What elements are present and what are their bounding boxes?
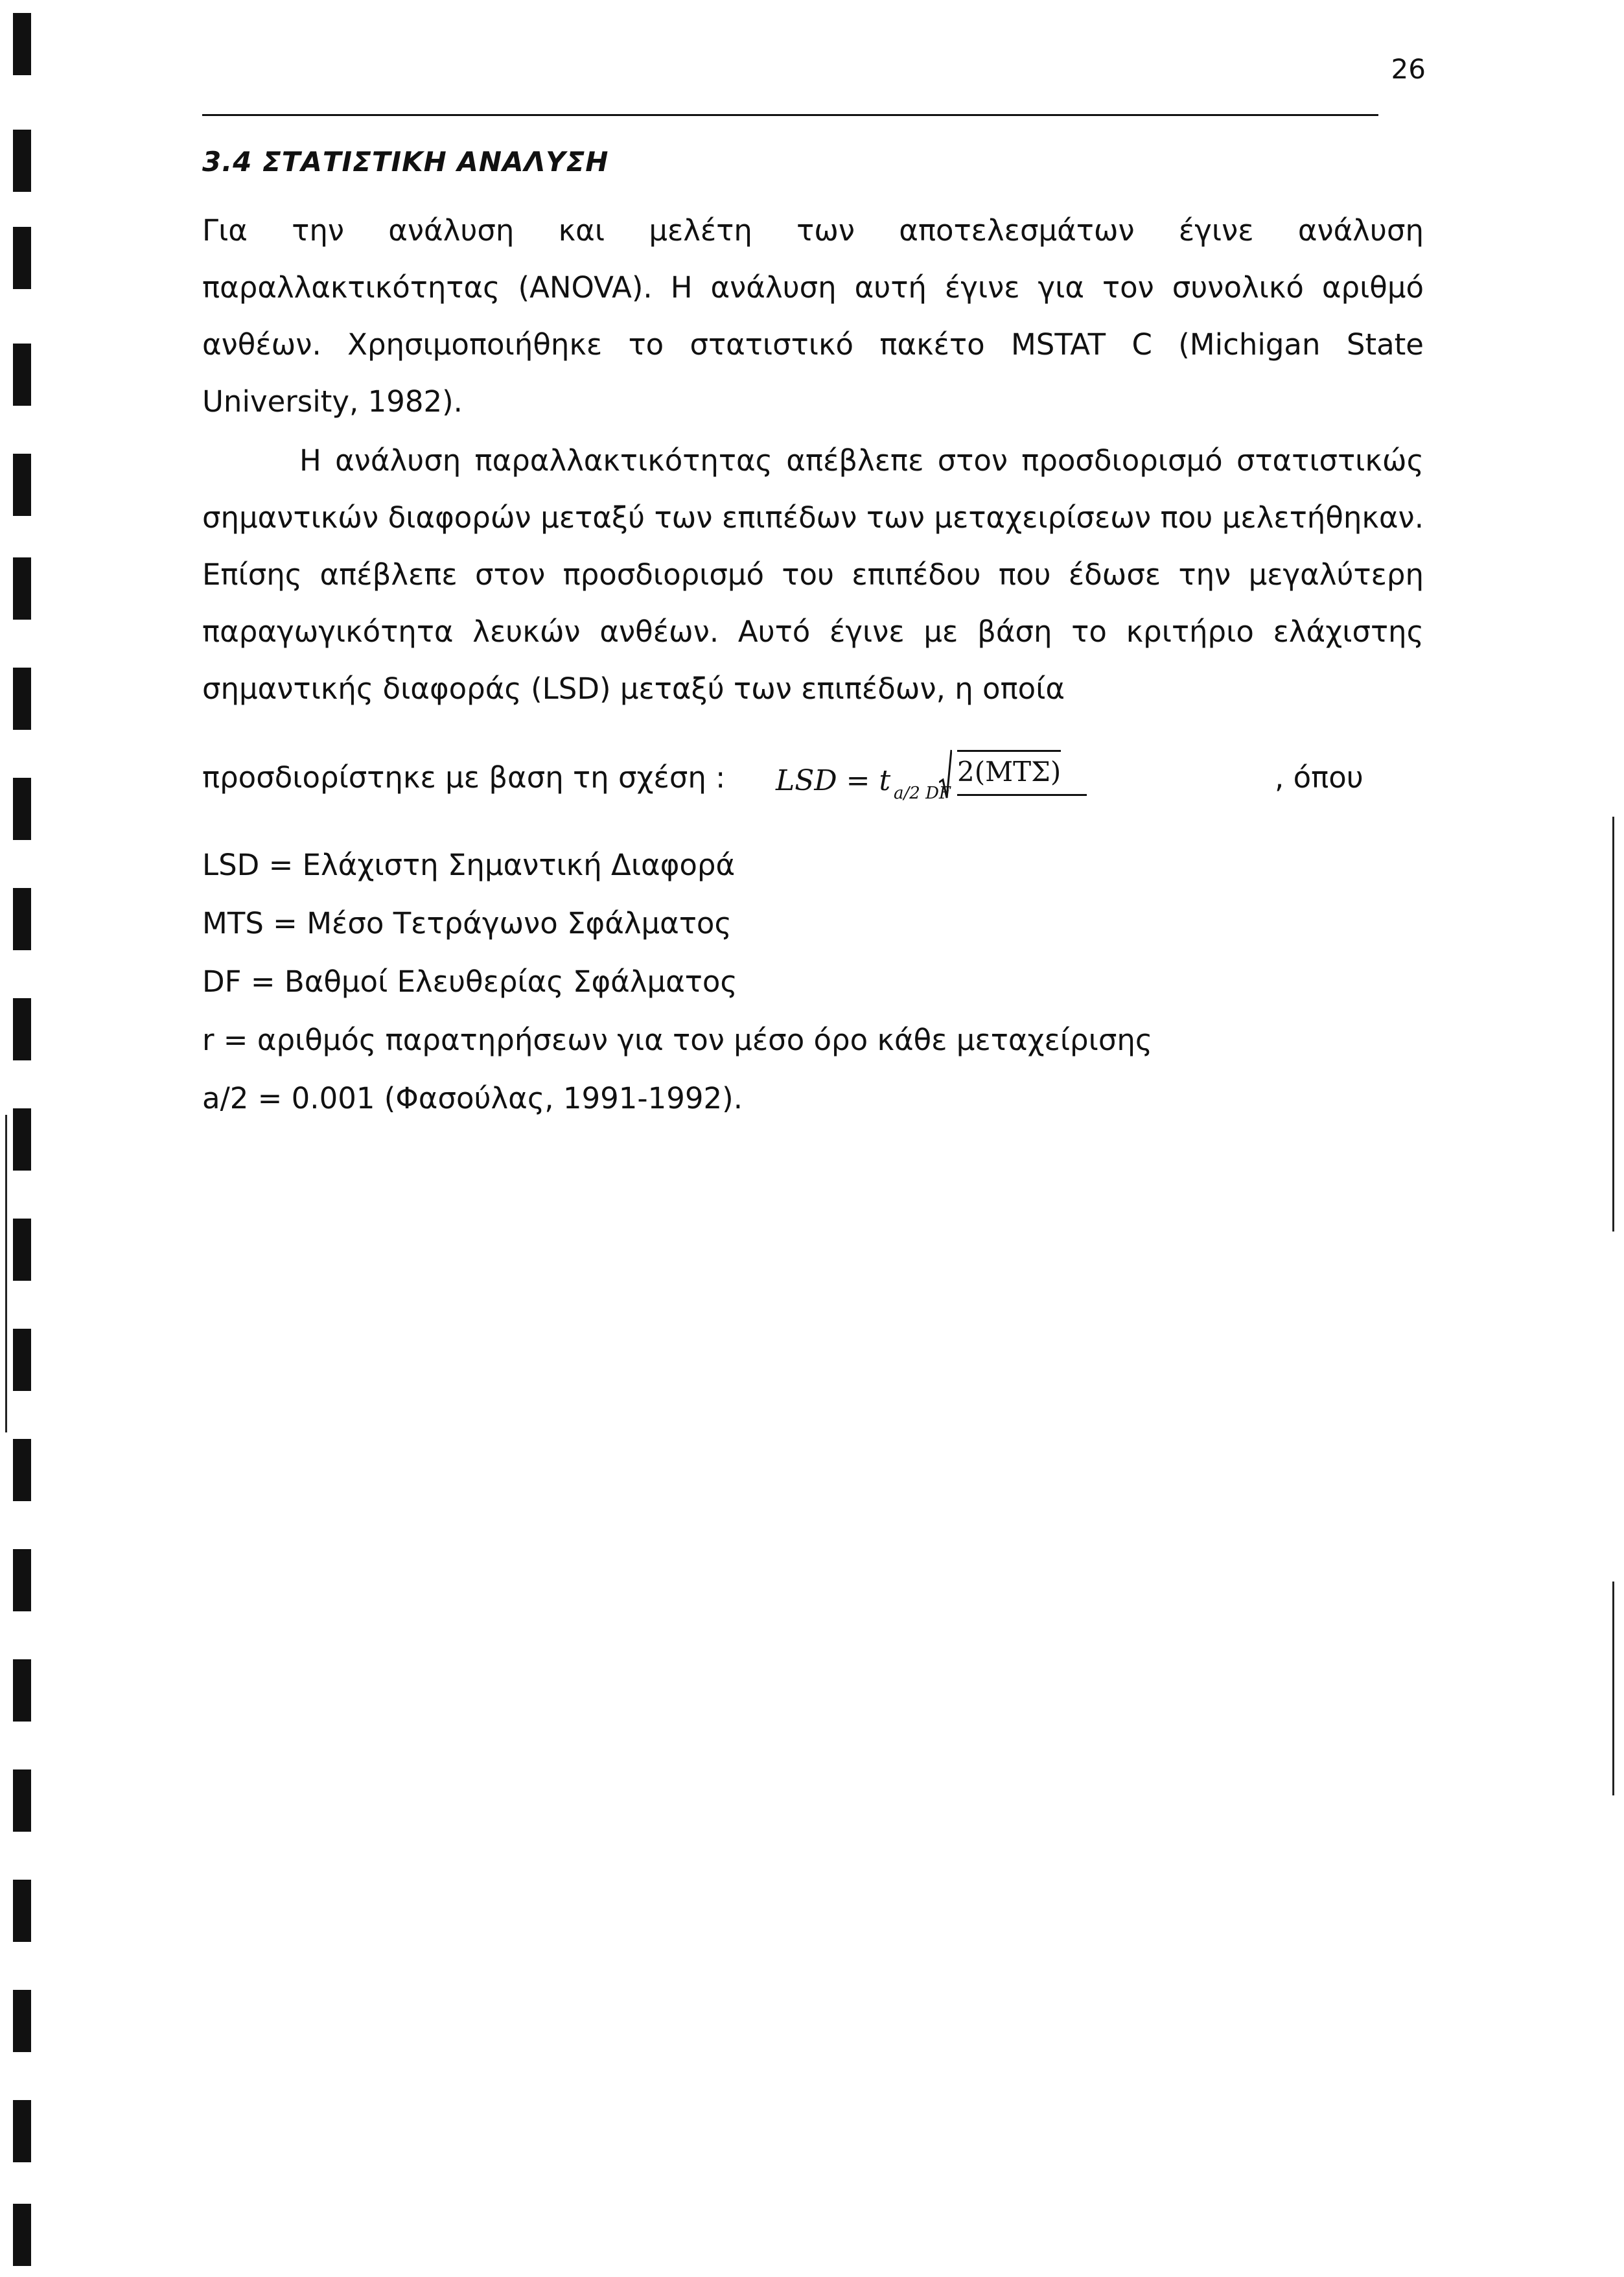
binding-mark	[13, 998, 31, 1060]
formula-lhs: LSD = t	[776, 764, 891, 797]
formula-subscript: a/2 DF	[894, 784, 951, 803]
binding-mark	[13, 1329, 31, 1391]
binding-mark	[13, 557, 31, 620]
scan-edge-line	[5, 1115, 7, 1432]
definition-alpha: a/2 = 0.001 (Φασούλας, 1991-1992).	[202, 1081, 743, 1115]
square-root-icon	[939, 749, 952, 800]
formula-radicand: 2(MTΣ)	[957, 750, 1061, 788]
binding-mark	[13, 130, 31, 192]
formula-line	[202, 749, 1424, 826]
binding-mark	[13, 1549, 31, 1611]
lsd-formula	[776, 749, 1281, 826]
binding-mark	[13, 1769, 31, 1832]
binding-mark	[13, 454, 31, 516]
binding-mark	[13, 2204, 31, 2266]
definition-df: DF = Βαθμοί Ελευθερίας Σφάλματος	[202, 964, 737, 999]
definition-lsd: LSD = Ελάχιστη Σημαντική Διαφορά	[202, 848, 736, 882]
binding-mark	[13, 888, 31, 950]
binding-mark	[13, 227, 31, 289]
binding-mark	[13, 1439, 31, 1501]
header-rule	[202, 114, 1378, 116]
binding-mark	[13, 1108, 31, 1171]
paragraph-1: Για την ανάλυση και μελέτη των αποτελεσμάτων έγινε ανάλυση παραλλακτικότητας (ANOVA). Η ανάλυση αυτή έγινε για τον συνολικό αριθμό ανθέων. Χρησιμοποιήθηκε το στατιστικό πακέτο MSTAT C (Michigan State University, 1982).	[202, 213, 1424, 419]
definitions-list	[202, 836, 1424, 1128]
binding-mark	[13, 668, 31, 730]
section-heading: 3.4 ΣΤΑΤΙΣΤΙΚΗ ΑΝΑΛΥΣΗ	[202, 146, 609, 178]
formula-lead-text: προσδιορίστηκε με βαση τη σχέση :	[202, 760, 726, 795]
binding-mark	[13, 13, 31, 75]
formula-tail-text: , όπου	[1275, 760, 1363, 795]
scan-edge-line	[1612, 817, 1614, 1232]
binding-mark	[13, 778, 31, 840]
binding-mark	[13, 1659, 31, 1722]
scan-edge-line	[1612, 1582, 1614, 1795]
binding-mark	[13, 1219, 31, 1281]
binding-mark	[13, 1880, 31, 1942]
binding-mark	[13, 1990, 31, 2052]
fraction-bar	[957, 794, 1087, 796]
definition-mts: MTS = Μέσο Τετράγωνο Σφάλματος	[202, 906, 732, 940]
binding-mark	[13, 2100, 31, 2162]
page-number: 26	[1391, 53, 1426, 85]
paragraph-2: Η ανάλυση παραλλακτικότητας απέβλεπε στον προσδιορισμό στατιστικώς σημαντικών διαφορών μεταξύ των επιπέδων των μεταχειρίσεων που μελετήθηκαν. Επίσης απέβλεπε στον προσδιορισμό του επιπέδου που έδωσε την μεγαλύτερη παραγωγικότητα λευκών ανθέων. Αυτό έγινε με βάση το κριτήριο ελάχιστης σημαντικής διαφοράς (LSD) μεταξύ των επιπέδων, η οποία	[202, 443, 1424, 706]
binding-mark	[13, 344, 31, 406]
definition-r: r = αριθμός παρατηρήσεων για τον μέσο όρο κάθε μεταχείρισης	[202, 1023, 1153, 1057]
